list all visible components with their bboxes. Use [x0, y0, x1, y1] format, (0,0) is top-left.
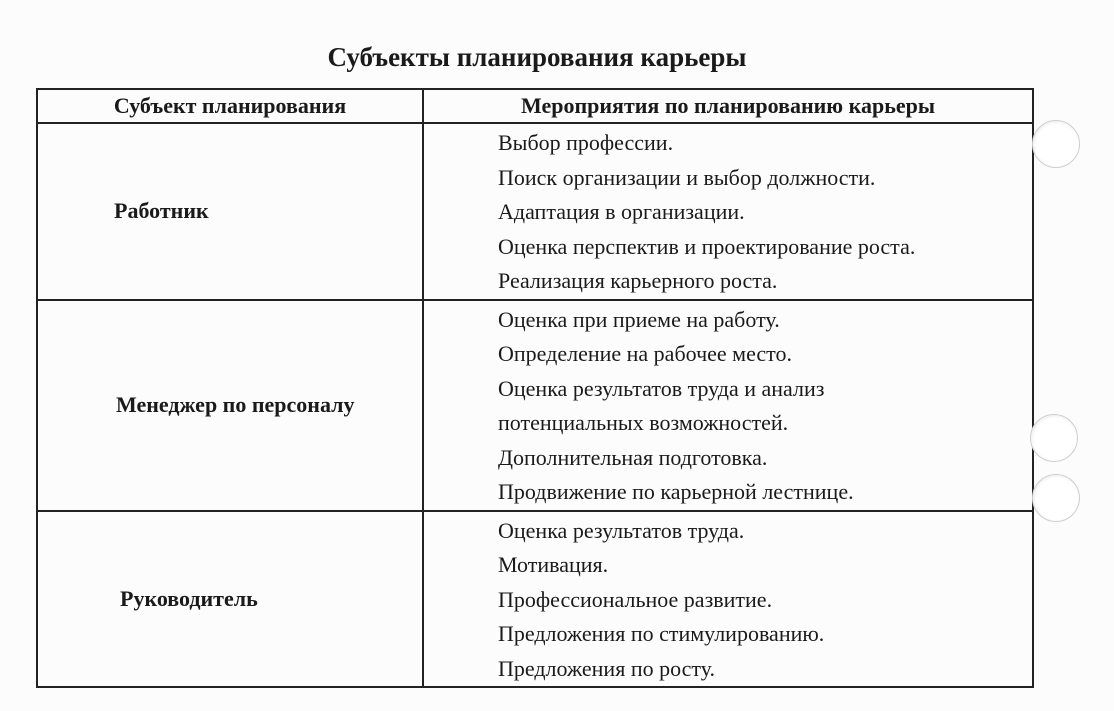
activity-item: Оценка результатов труда и анализ	[498, 375, 825, 401]
table-header-row	[37, 89, 1033, 123]
activity-item: Дополнительная подготовка.	[498, 444, 768, 470]
activity-item: Предложения по росту.	[498, 655, 716, 681]
activity-item: Поиск организации и выбор должности.	[498, 164, 876, 190]
table-row	[37, 511, 1033, 688]
subject-cell: Работник	[37, 123, 423, 300]
punch-hole	[1030, 414, 1078, 462]
activity-item: потенциальных возможностей.	[498, 410, 789, 435]
activity-item: Выбор профессии.	[498, 130, 674, 155]
activities-cell	[423, 511, 1033, 688]
table-row	[37, 300, 1033, 511]
activity-item: Оценка результатов труда.	[498, 517, 745, 543]
activities-cell	[423, 300, 1033, 511]
activity-item: Адаптация в организации.	[498, 199, 745, 224]
header-activities: Мероприятия по планированию карьеры	[423, 89, 1033, 123]
activity-list	[498, 514, 1032, 687]
activity-item: Продвижение по карьерной лестнице.	[498, 479, 854, 504]
career-planning-table	[36, 88, 1034, 688]
activity-list	[498, 303, 1032, 510]
activity-list	[498, 126, 1032, 299]
subject-cell: Менеджер по персоналу	[37, 300, 423, 511]
activities-cell	[423, 123, 1033, 300]
activity-item: Оценка при приеме на работу.	[498, 306, 780, 332]
punch-hole	[1032, 120, 1080, 168]
activity-item: Определение на рабочее место.	[498, 341, 792, 366]
page-title: Субъекты планирования карьеры	[327, 42, 747, 73]
activity-item: Предложения по стимулированию.	[498, 621, 825, 646]
table-row	[37, 123, 1033, 300]
activity-item: Профессиональное развитие.	[498, 586, 773, 612]
header-subject: Субъект планирования	[37, 89, 423, 123]
activity-item: Оценка перспектив и проектирование роста.	[498, 233, 916, 259]
punch-hole	[1032, 474, 1080, 522]
activity-item: Мотивация.	[498, 552, 609, 577]
activity-item: Реализация карьерного роста.	[498, 268, 778, 293]
subject-cell: Руководитель	[37, 511, 423, 688]
